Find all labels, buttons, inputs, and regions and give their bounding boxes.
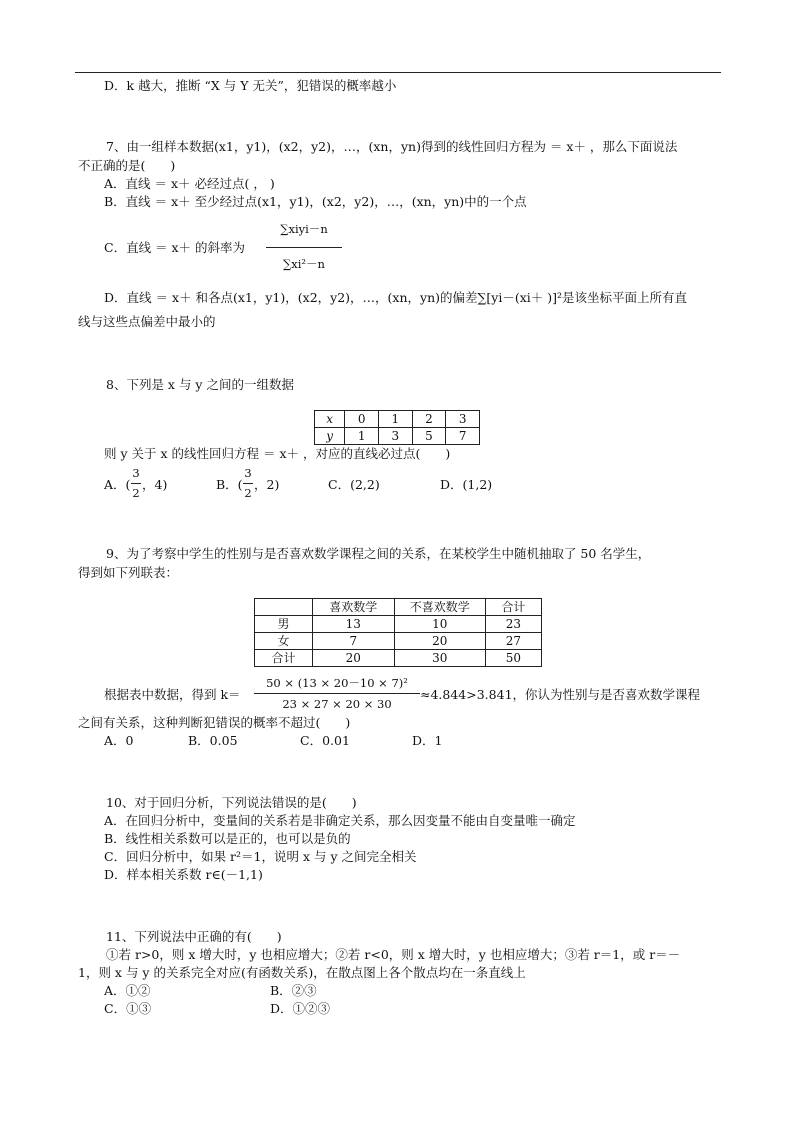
table-cell: 23: [485, 616, 541, 633]
table-cell: 5: [412, 428, 446, 445]
table-cell: 3: [378, 428, 412, 445]
q8-data-table: [314, 410, 480, 445]
q8-option-d: D．(1,2): [440, 477, 493, 492]
q10-option-c: C．回归分析中，如果 r²＝1，说明 x 与 y 之间完全相关: [104, 849, 417, 864]
table-header-cell: 合计: [485, 599, 541, 616]
table-cell: 2: [412, 411, 446, 428]
q8-stem: 8、下列是 x 与 y 之间的一组数据: [106, 377, 294, 392]
q9-formula-suffix: ≈4.844>3.841，你认为性别与是否喜欢数学课程: [420, 687, 701, 702]
q7-stem-cont: 不正确的是( ): [78, 158, 176, 173]
q11-option-c: C．①③: [104, 1001, 152, 1016]
q7-option-c: C．直线 ＝ x＋ 的斜率为: [104, 240, 246, 255]
table-cell: 50: [485, 650, 541, 667]
q8-option-a-den: 2: [132, 486, 140, 500]
q7-stem: 7、由一组样本数据(x1，y1)，(x2，y2)，…，(xn，yn)得到的线性回归方程为 ＝ x＋ ，那么下面说法: [106, 139, 678, 154]
table-cell: 3: [446, 411, 480, 428]
table-cell: 1: [378, 411, 412, 428]
q8-option-b-tail: ，2): [254, 477, 280, 492]
q9-option-d: D．1: [412, 733, 443, 748]
q9-stem-cont: 得到如下列联表：: [78, 565, 179, 580]
table-cell: y: [315, 428, 345, 445]
table-row: [255, 650, 542, 667]
q7-slope-fraction-bar: [266, 247, 342, 248]
q8-option-b-num: 3: [244, 466, 252, 480]
table-cell: 0: [345, 411, 379, 428]
q9-option-c: C．0.01: [300, 733, 350, 748]
table-row: [315, 411, 480, 428]
table-row: [255, 599, 542, 616]
q7-option-d-cont: 线与这些点偏差中最小的: [78, 314, 216, 329]
q8-option-a-tail: ，4): [142, 477, 168, 492]
q10-stem: 10、对于回归分析，下列说法错误的是( ): [106, 795, 357, 810]
q8-option-b-bar: [243, 483, 253, 484]
q11-option-d: D．①②③: [270, 1001, 331, 1016]
q8-option-a-bar: [131, 483, 141, 484]
q11-option-b: B．②③: [270, 983, 317, 998]
q11-stem: 11、下列说法中正确的有( ): [106, 929, 282, 944]
q9-option-a: A．0: [104, 733, 134, 748]
table-cell: 7: [313, 633, 395, 650]
q9-question-line: 之间有关系，这种判断犯错误的概率不超过( ): [78, 715, 351, 730]
q9-formula-denominator: 23 × 27 × 20 × 30: [282, 697, 392, 711]
table-cell: 13: [313, 616, 395, 633]
table-row: [315, 428, 480, 445]
q10-option-b: B．线性相关系数可以是正的，也可以是负的: [104, 831, 351, 846]
table-header-cell: 喜欢数学: [313, 599, 395, 616]
q7-option-a: A．直线 ＝ x＋ 必经过点( ， ): [104, 176, 275, 191]
table-cell: 合计: [255, 650, 313, 667]
q8-option-b-label: B．(: [216, 477, 243, 492]
table-cell: 27: [485, 633, 541, 650]
q6-option-d: D．k 越大，推断 “X 与 Y 无关”，犯错误的概率越小: [104, 78, 397, 93]
q7-option-b: B．直线 ＝ x＋ 至少经过点(x1，y1)，(x2，y2)，…，(xn，yn)中的一个点: [104, 194, 527, 209]
q11-body: ①若 r>0，则 x 增大时，y 也相应增大；②若 r<0，则 x 增大时，y 也相应增大；③若 r＝1，或 r＝－: [106, 947, 681, 962]
q7-slope-denominator: ∑xi²－n: [283, 257, 325, 271]
table-cell: 男: [255, 616, 313, 633]
q9-contingency-table: [254, 598, 542, 667]
q9-formula-prefix: 根据表中数据，得到 k＝: [104, 687, 241, 702]
q10-option-a: A．在回归分析中，变量间的关系若是非确定关系，那么因变量不能由自变量唯一确定: [104, 813, 576, 828]
header-rule: [75, 72, 721, 73]
q8-option-c: C．(2,2): [328, 477, 380, 492]
q9-formula-fraction-bar: [254, 693, 420, 694]
q8-option-a-num: 3: [132, 466, 140, 480]
q9-formula-numerator: 50 × (13 × 20－10 × 7)²: [266, 676, 408, 690]
table-cell: 10: [394, 616, 485, 633]
table-row: [255, 616, 542, 633]
q9-option-b: B．0.05: [188, 733, 238, 748]
table-cell: 20: [313, 650, 395, 667]
table-cell: x: [315, 411, 345, 428]
q11-option-a: A．①②: [104, 983, 151, 998]
q8-option-b-den: 2: [244, 486, 252, 500]
table-cell: 20: [394, 633, 485, 650]
table-header-cell: 不喜欢数学: [394, 599, 485, 616]
table-cell: 7: [446, 428, 480, 445]
table-cell: 30: [394, 650, 485, 667]
table-cell: 1: [345, 428, 379, 445]
q11-body-cont: 1，则 x 与 y 的关系完全对应(有函数关系)，在散点图上各个散点均在一条直线上: [78, 965, 526, 980]
q10-option-d: D．样本相关系数 r∈(－1,1): [104, 867, 263, 882]
table-header-cell: [255, 599, 313, 616]
q7-slope-numerator: ∑xiyi－n: [280, 222, 328, 236]
table-cell: 女: [255, 633, 313, 650]
table-row: [255, 633, 542, 650]
q8-option-a-label: A．(: [104, 477, 131, 492]
q7-option-d: D．直线 ＝ x＋ 和各点(x1，y1)，(x2，y2)，…，(xn，yn)的偏差∑[yi－(xi＋ )]²是该坐标平面上所有直: [104, 290, 688, 305]
q8-question-line: 则 y 关于 x 的线性回归方程 ＝ x＋ ，对应的直线必过点( ): [104, 446, 451, 461]
q9-stem: 9、为了考察中学生的性别与是否喜欢数学课程之间的关系，在某校学生中随机抽取了 50 名学生，: [106, 546, 651, 561]
